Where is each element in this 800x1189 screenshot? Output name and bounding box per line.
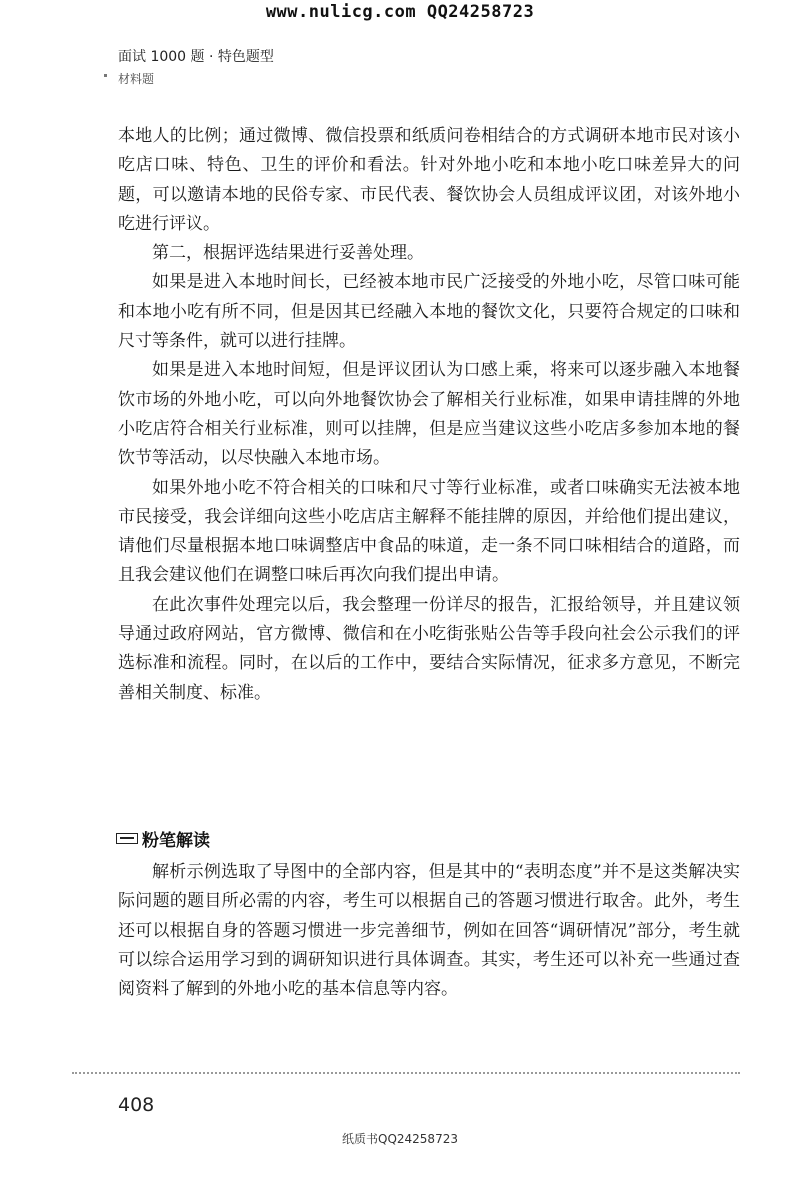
paragraph: 如果是进入本地时间长，已经被本地市民广泛接受的外地小吃，尽管口味可能和本地小吃有所不同，但是因其已经融入本地的餐饮文化，只要符合规定的口味和尺寸等条件，就可以进行挂牌。 — [118, 272, 740, 352]
analysis-text — [118, 858, 740, 1004]
running-header-title: 面试 1000 题 · 特色题型 — [118, 49, 274, 65]
body-text — [118, 122, 740, 708]
paragraph: 在此次事件处理完以后，我会整理一份详尽的报告，汇报给领导，并且建议领导通过政府网站，官方微博、微信和在小吃街张贴公告等手段向社会公示我们的评选标准和流程。同时，在以后的工作中，要结合实际情况，征求多方意见，不断完善相关制度、标准。 — [118, 594, 740, 703]
paragraph: 如果是进入本地时间短，但是评议团认为口感上乘，将来可以逐步融入本地餐饮市场的外地小吃，可以向外地餐饮协会了解相关行业标准，如果申请挂牌的外地小吃店符合相关行业标准，则可以挂牌，但是应当建议这些小吃店多参加本地的餐饮节等活动，以尽快融入本地市场。 — [118, 360, 740, 469]
paragraph: 解析示例选取了导图中的全部内容，但是其中的“表明态度”并不是这类解决实际问题的题目所必需的内容，考生可以根据自己的答题习惯进行取舍。此外，考生还可以根据自身的答题习惯进一步完善细节，例如在回答“调研情况”部分，考生就可以综合运用学习到的调研知识进行具体调查。其实，考生还可以补充一些通过查阅资料了解到的外地小吃的基本信息等内容。 — [118, 862, 740, 1000]
paragraph: 本地人的比例；通过微博、微信投票和纸质问卷相结合的方式调研本地市民对该小吃店口味、特色、卫生的评价和看法。针对外地小吃和本地小吃口味差异大的问题，可以邀请本地的民俗专家、市民代表、餐饮协会人员组成评议团，对该外地小吃进行评议。 — [118, 126, 740, 234]
running-header-subtitle: 材料题 — [118, 72, 155, 86]
section-heading-text: 粉笔解读 — [142, 831, 210, 851]
watermark-bottom: 纸质书QQ24258723 — [342, 1132, 458, 1146]
section-heading — [116, 826, 210, 851]
paragraph: 如果外地小吃不符合相关的口味和尺寸等行业标准，或者口味确实无法被本地市民接受，我会详细向这些小吃店店主解释不能挂牌的原因，并给他们提出建议，请他们尽量根据本地口味调整店中食品的味道，走一条不同口味相结合的道路，而且我会建议他们在调整口味后再次向我们提出申请。 — [118, 477, 740, 586]
paragraph: 第二，根据评选结果进行妥善处理。 — [152, 243, 424, 264]
section-marker-icon — [116, 833, 138, 844]
header-mark — [104, 74, 107, 77]
dotted-divider — [72, 1072, 740, 1074]
watermark-top: www.nulicg.com QQ24258723 — [265, 2, 535, 22]
page-number: 408 — [118, 1094, 155, 1116]
